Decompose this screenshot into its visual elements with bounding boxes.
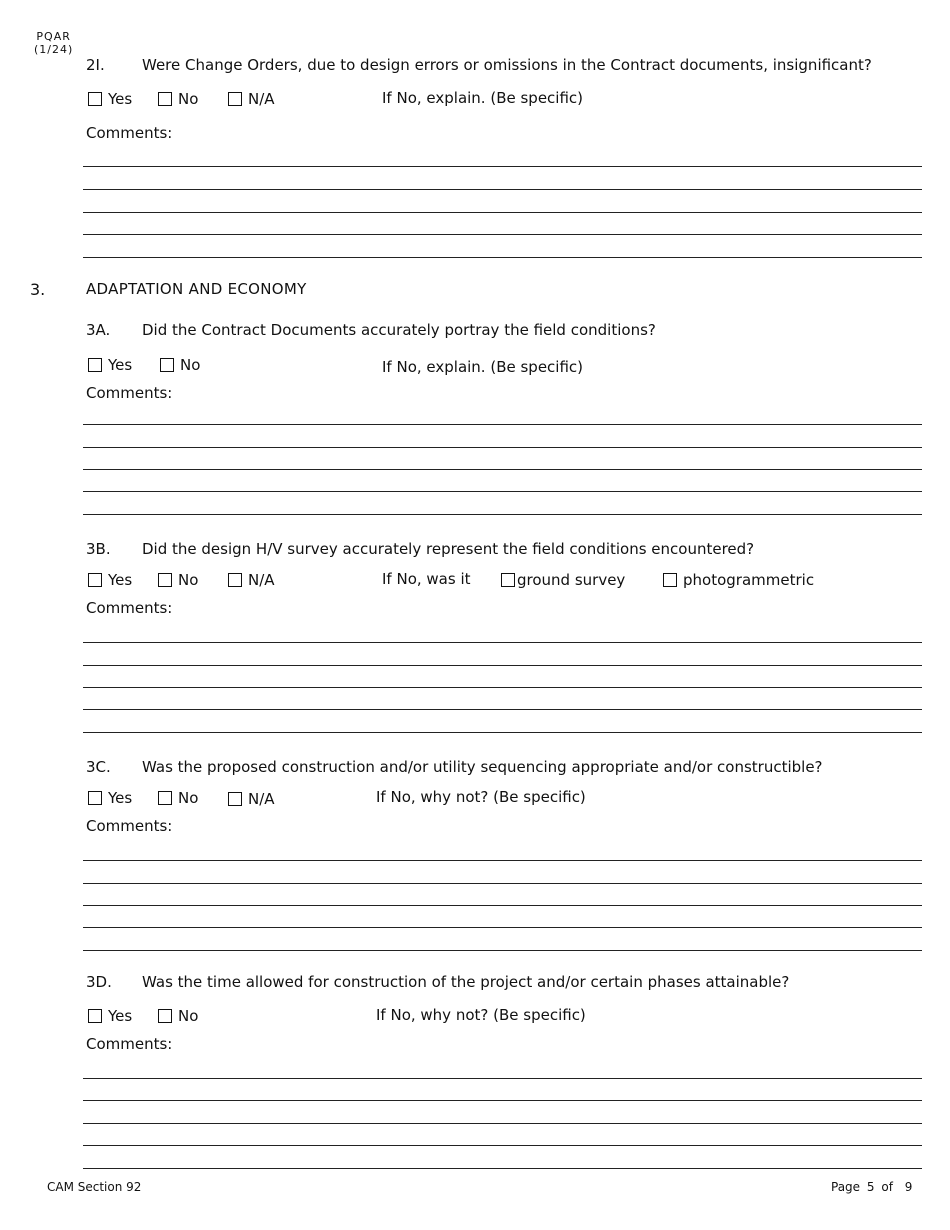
q2i-comment-line[interactable] <box>83 212 922 213</box>
q3b-na-checkbox[interactable] <box>228 573 242 587</box>
q3d-comments-label: Comments: <box>86 1035 173 1053</box>
question-2i-text: Were Change Orders, due to design errors or omissions in the Contract documents, insignificant? <box>142 56 872 74</box>
q3c-na-option[interactable]: N/A <box>228 790 275 808</box>
q3b-explain-text: If No, was it <box>382 570 471 588</box>
q3c-comment-line[interactable] <box>83 883 922 884</box>
of-label: of <box>881 1180 893 1194</box>
question-3a-number: 3A. <box>86 321 111 339</box>
q3b-no-option[interactable]: No <box>158 571 198 589</box>
question-3b-text: Did the design H/V survey accurately represent the field conditions encountered? <box>142 540 755 558</box>
q2i-comments-label: Comments: <box>86 124 173 142</box>
q3d-comment-line[interactable] <box>83 1100 922 1101</box>
q3d-explain-text: If No, why not? (Be specific) <box>376 1006 586 1024</box>
q3b-ground-survey-option[interactable]: ground survey <box>501 571 625 589</box>
q2i-comment-line[interactable] <box>83 189 922 190</box>
q3b-photogrammetric-option[interactable]: photogrammetric <box>663 571 814 589</box>
question-3c-number: 3C. <box>86 758 111 776</box>
q3c-comment-line[interactable] <box>83 927 922 928</box>
q3a-no-option[interactable]: No <box>160 356 200 374</box>
q3c-yes-option[interactable]: Yes <box>88 789 132 807</box>
q3a-yes-checkbox[interactable] <box>88 358 102 372</box>
q2i-comment-line[interactable] <box>83 166 922 167</box>
q2i-yes-option[interactable]: Yes <box>88 90 132 108</box>
q3c-comments-label: Comments: <box>86 817 173 835</box>
q2i-na-checkbox[interactable] <box>228 92 242 106</box>
q2i-comment-line[interactable] <box>83 257 922 258</box>
q3a-comment-line[interactable] <box>83 491 922 492</box>
q2i-no-checkbox[interactable] <box>158 92 172 106</box>
q3c-comment-line[interactable] <box>83 905 922 906</box>
q3d-no-option[interactable]: No <box>158 1007 198 1025</box>
q3b-photogrammetric-checkbox[interactable] <box>663 573 677 587</box>
q3a-comment-line[interactable] <box>83 469 922 470</box>
q3b-yes-checkbox[interactable] <box>88 573 102 587</box>
q3a-comments-label: Comments: <box>86 384 173 402</box>
q2i-explain-text: If No, explain. (Be specific) <box>382 89 584 107</box>
q3d-comment-line[interactable] <box>83 1145 922 1146</box>
question-3c-text: Was the proposed construction and/or utility sequencing appropriate and/or constructible? <box>142 758 823 776</box>
question-2i-number: 2I. <box>86 56 105 74</box>
q3a-comment-line[interactable] <box>83 514 922 515</box>
q3a-yes-option[interactable]: Yes <box>88 356 132 374</box>
q3b-comments-label: Comments: <box>86 599 173 617</box>
q3c-yes-checkbox[interactable] <box>88 791 102 805</box>
q3c-explain-text: If No, why not? (Be specific) <box>376 788 586 806</box>
question-3d-text: Was the time allowed for construction of the project and/or certain phases attainable? <box>142 973 790 991</box>
question-3d-number: 3D. <box>86 973 112 991</box>
q2i-yes-checkbox[interactable] <box>88 92 102 106</box>
q2i-no-option[interactable]: No <box>158 90 198 108</box>
q2i-na-option[interactable]: N/A <box>228 90 275 108</box>
q3b-comment-line[interactable] <box>83 665 922 666</box>
section-3-number: 3. <box>30 280 46 299</box>
q3b-comment-line[interactable] <box>83 687 922 688</box>
q3b-comment-line[interactable] <box>83 709 922 710</box>
page-label: Page <box>831 1180 861 1194</box>
q3b-no-checkbox[interactable] <box>158 573 172 587</box>
total-pages: 9 <box>904 1180 913 1194</box>
form-id <box>34 30 73 56</box>
q3d-comment-line[interactable] <box>83 1078 922 1079</box>
question-3a-text: Did the Contract Documents accurately portray the field conditions? <box>142 321 656 339</box>
footer-page-indicator <box>831 1180 912 1194</box>
q3b-comment-line[interactable] <box>83 642 922 643</box>
footer-section: CAM Section 92 <box>47 1180 142 1194</box>
q3c-comment-line[interactable] <box>83 860 922 861</box>
q3a-explain-text: If No, explain. (Be specific) <box>382 358 584 376</box>
q3d-no-checkbox[interactable] <box>158 1009 172 1023</box>
form-code: PQAR <box>36 30 71 43</box>
question-3b-number: 3B. <box>86 540 111 558</box>
q3d-yes-checkbox[interactable] <box>88 1009 102 1023</box>
q3a-comment-line[interactable] <box>83 447 922 448</box>
q3a-no-checkbox[interactable] <box>160 358 174 372</box>
q3d-comment-line[interactable] <box>83 1168 922 1169</box>
q3c-no-checkbox[interactable] <box>158 791 172 805</box>
q3d-comment-line[interactable] <box>83 1123 922 1124</box>
q3b-ground-survey-checkbox[interactable] <box>501 573 515 587</box>
q3c-na-checkbox[interactable] <box>228 792 242 806</box>
section-3-title: ADAPTATION AND ECONOMY <box>86 280 307 298</box>
q3c-comment-line[interactable] <box>83 950 922 951</box>
q3b-na-option[interactable]: N/A <box>228 571 275 589</box>
q3b-yes-option[interactable]: Yes <box>88 571 132 589</box>
q3c-no-option[interactable]: No <box>158 789 198 807</box>
page-number: 5 <box>866 1180 875 1194</box>
q3d-yes-option[interactable]: Yes <box>88 1007 132 1025</box>
q2i-comment-line[interactable] <box>83 234 922 235</box>
form-date: (1/24) <box>34 43 74 56</box>
q3b-comment-line[interactable] <box>83 732 922 733</box>
q3a-comment-line[interactable] <box>83 424 922 425</box>
